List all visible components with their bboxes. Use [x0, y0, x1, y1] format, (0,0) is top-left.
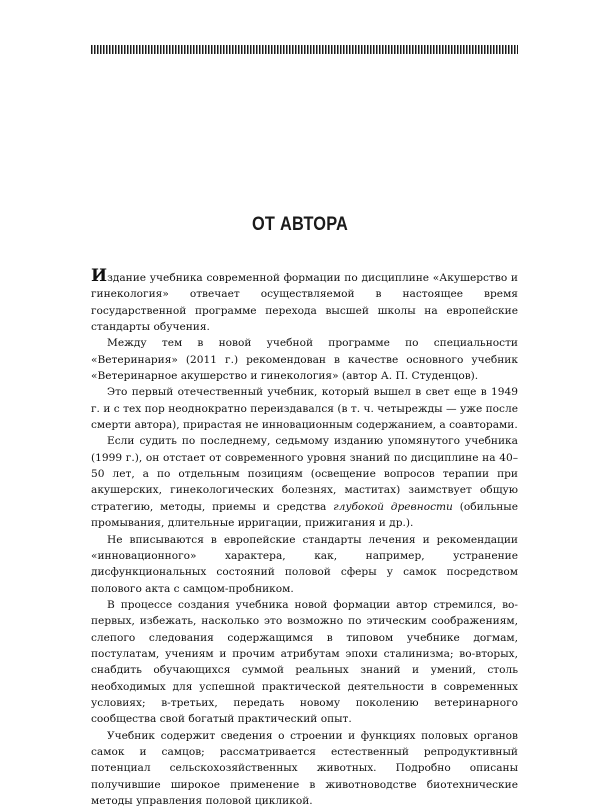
paragraph-5: Не вписываются в европейские стандарты лечения и рекомендации «инновационного» характера, как, например, устранение дисфункциональных состояний половой сферы у самок посредством полового акта с самцом-пробником.: [91, 533, 518, 595]
decorative-header-rule: [91, 45, 518, 54]
paragraph-1-text: здание учебника современной формации по дисциплине «Акушерство и гинекология» отвечает осуществляемой в настоящее время государственной программе перехода высшей школы на европейские стандарты обучения.: [91, 272, 518, 334]
paragraph-7: Учебник содержит сведения о строении и функциях половых органов самок и самцов; рассматривается естественный репродуктивный потенциал сельскохозяйственных животных. Подробно описаны получившие широкое применение в животноводстве биотехнические методы управления половой цикликой.: [91, 729, 518, 807]
paragraph-2: Между тем в новой учебной программе по специальности «Ветеринария» (2011 г.) рекомендован в качестве основного учебник «Ветеринарное акушерство и гинекология» (автор А. П. Студенцов).: [91, 337, 518, 383]
paragraph-4-emphasis: глубокой древности: [333, 500, 453, 513]
preface-body: [91, 268, 518, 809]
paragraph-3: Это первый отечественный учебник, который вышел в свет еще в 1949 г. и с тех пор неоднократно переиздавался (в т. ч. четырежды — уже после смерти автора), прирастая не инновационным содержанием, а соавторами.: [91, 386, 518, 432]
paragraph-4: [91, 433, 518, 531]
paragraph-1: [91, 268, 518, 335]
paragraph-4-text-after: (обильные промывания, длительные ирригации, прижигания и др.).: [91, 500, 518, 530]
drop-initial: И: [91, 266, 108, 286]
page-title: ОТ АВТОРА: [251, 214, 349, 235]
paragraph-4-text-before: Если судить по последнему, седьмому изданию упомянутого учебника (1999 г.), он отстает от современного уровня знаний по дисциплине на 40–50 лет, а по отдельным позициям (освещение вопросов терапии при акушерских, гинекологических болезнях, маститах) заимствует общую стратегию, методы, приемы и средства: [91, 435, 518, 513]
paragraph-6: В процессе создания учебника новой формации автор стремился, во-первых, избежать, насколько это возможно по этическим соображениям, слепого следования содержащимся в типовом учебнике догмам, постулатам, учениям и прочим атрибутам эпохи сталинизма; во-вторых, снабдить обучающихся суммой реальных знаний и умений, столь необходимых для успешной практической деятельности в современных условиях; в-третьих, передать новому поколению ветеринарного сообщества свой богатый практический опыт.: [91, 598, 518, 726]
